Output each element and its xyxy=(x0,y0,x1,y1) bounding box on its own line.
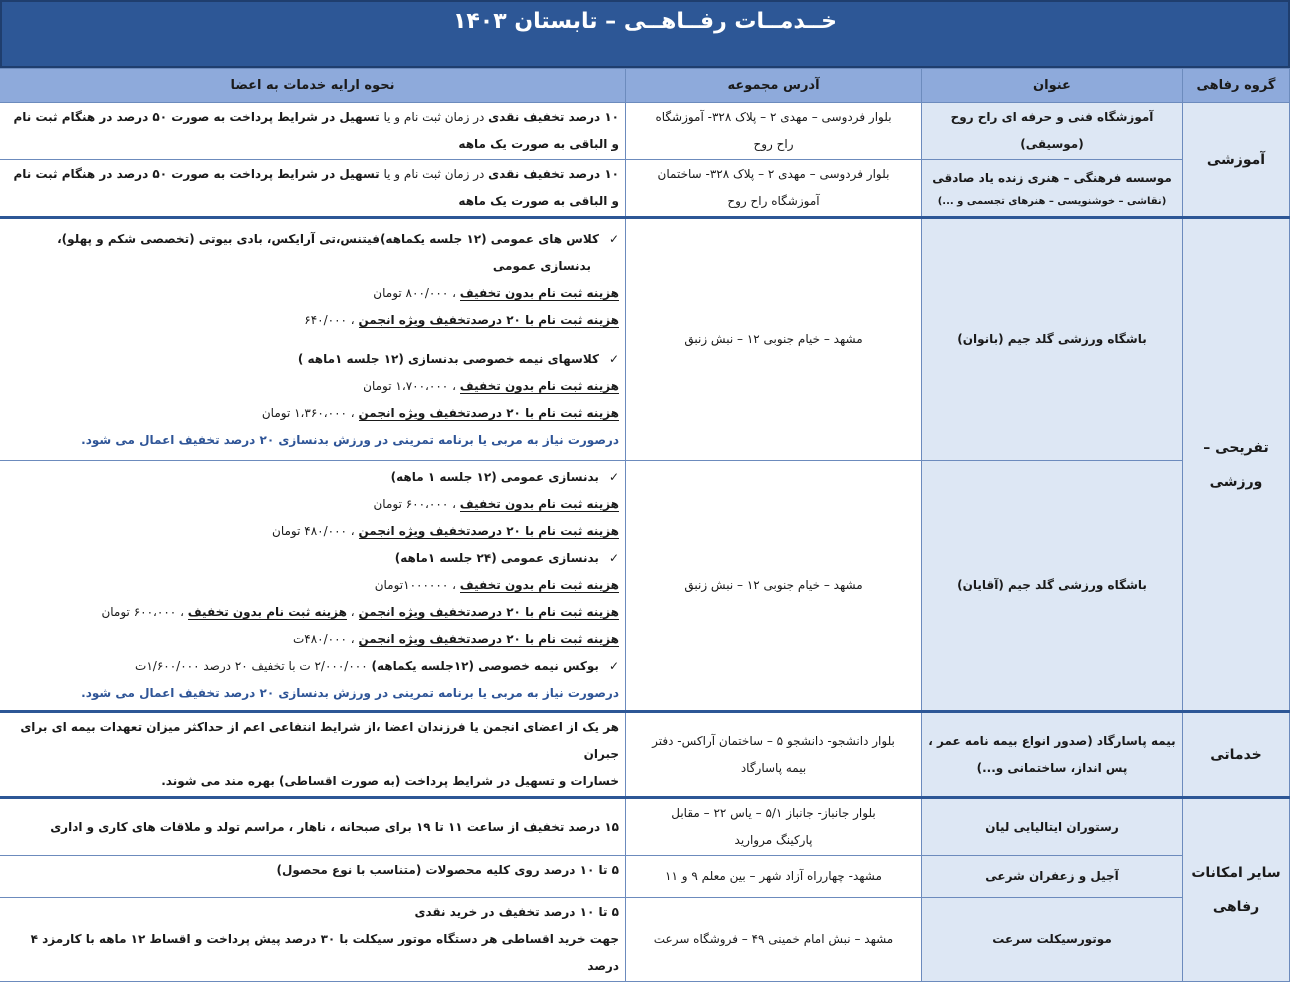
service-text: در زمان ثبت نام و یا xyxy=(379,110,489,124)
address-line: آموزشگاه راح روح xyxy=(727,194,820,208)
page-title: خــدمــات رفــاهــی – تابستان ۱۴۰۳ xyxy=(0,0,1290,68)
service-text: خسارات و تسهیل در شرایط پرداخت (به صورت اقساطی) بهره مند می شوند. xyxy=(161,774,619,788)
class-text: بدنسازی عمومی (۱۲ جلسه ۱ ماهه) xyxy=(390,470,599,484)
service-text: ۱۰ درصد تخفیف نقدی xyxy=(488,110,619,124)
group-service: خدماتی xyxy=(1183,712,1290,798)
row-title: آموزشگاه فنی و حرفه ای راح روح (موسیقی) xyxy=(922,103,1183,160)
table-row xyxy=(0,103,1290,160)
address-line: پارکینگ مرواريد xyxy=(734,833,813,847)
table-row xyxy=(0,218,1290,461)
row-title xyxy=(922,712,1183,798)
service-text: ۵ تا ۱۰ درصد تخفیف در خرید نقدی xyxy=(414,905,619,919)
row-title: رستوران ایتالیایی لیان xyxy=(922,798,1183,856)
table-row xyxy=(0,712,1290,798)
header-title: عنوان xyxy=(922,69,1183,103)
price-line: هزینه ثبت نام با ۲۰ درصدتخفیف ویژه انجمن ، ۶۴۰/۰۰۰ xyxy=(304,312,619,327)
check-icon: ✓ xyxy=(608,231,619,246)
price-line: هزینه ثبت نام بدون تخفیف ، ۱،۷۰۰،۰۰۰ تومان xyxy=(363,378,619,393)
note-text: درصورت نیاز به مربی یا برنامه تمرینی در ورزش بدنسازی ۲۰ درصد تخفیف اعمال می شود. xyxy=(81,686,619,700)
group-line: سایر امکانات xyxy=(1191,865,1281,881)
price-value: ۸۰۰/۰۰۰ تومان xyxy=(373,285,449,300)
row-address: مشهد – خیام جنوبی ۱۲ – نبش زنبق xyxy=(626,461,922,712)
services-table xyxy=(0,68,1290,982)
class-item xyxy=(6,545,619,572)
price-line: هزینه ثبت نام بدون تخفیف ، ۸۰۰/۰۰۰ تومان xyxy=(373,285,619,300)
title-line: موسسه فرهنگی – هنری زنده یاد صادقی xyxy=(932,170,1172,185)
address-line: بلوار فردوسی – مهدی ۲ – پلاک ۳۲۸- آموزشگاه xyxy=(655,110,892,124)
address-line: بیمه پاسارگاد xyxy=(740,760,807,775)
row-title: موتورسیکلت سرعت xyxy=(922,898,1183,982)
service-text: و الباقی به صورت یک ماهه xyxy=(458,137,619,151)
class-item xyxy=(6,346,619,373)
price-label: هزینه ثبت نام بدون تخفیف xyxy=(459,285,619,300)
group-line: تفریحی – xyxy=(1203,439,1269,456)
class-item xyxy=(6,226,619,253)
class-text: کلاس های عمومی (۱۲ جلسه یکماهه)فیتنس،تی آرایکس، بادی بیوتی (تخصصی شکم و پهلو)، xyxy=(57,231,599,246)
note-text: درصورت نیاز به مربی یا برنامه تمرینی در ورزش بدنسازی ۲۰ درصد تخفیف اعمال می شود. xyxy=(81,432,619,447)
address-line: بلوار دانشجو- دانشجو ۵ – ساختمان آراکس- دفتر xyxy=(652,733,895,748)
price-label: هزینه ثبت نام با ۲۰ درصدتخفیف ویژه انجمن xyxy=(358,405,619,420)
price-value: ۴۸۰/۰۰۰ تومان xyxy=(272,524,347,538)
price-value: ۶۴۰/۰۰۰ xyxy=(304,312,347,327)
price-label: هزینه ثبت نام با ۲۰ درصدتخفیف ویژه انجمن xyxy=(358,605,619,619)
class-text: بدنسازی عمومی xyxy=(492,258,591,273)
price-label: هزینه ثبت نام بدون تخفیف xyxy=(187,605,347,619)
price-line: هزینه ثبت نام بدون تخفیف ، ۱۰۰۰۰۰۰تومان xyxy=(374,578,619,592)
price-label: هزینه ثبت نام با ۲۰ درصدتخفیف ویژه انجمن xyxy=(358,312,619,327)
price-value: ۶۰۰،۰۰۰ تومان xyxy=(373,497,449,511)
price-label: هزینه ثبت نام بدون تخفیف xyxy=(459,378,619,393)
row-service xyxy=(0,103,626,160)
table-row xyxy=(0,798,1290,856)
price-line: هزینه ثبت نام با ۲۰ درصدتخفیف ویژه انجمن ، ۱،۳۶۰،۰۰۰ تومان xyxy=(261,405,619,420)
service-text: و الباقی به صورت یک ماهه xyxy=(458,194,619,208)
service-text: هر یک از اعضای انجمن یا فرزندان اعضا ،از شرایط انتفاعی اعم از حداکثر میزان تعهدات بیمه ای برای جبران xyxy=(20,720,619,761)
service-text: در زمان ثبت نام و یا xyxy=(379,167,489,181)
title-subline: (نقاشی – خوشنویسی – هنرهای تجسمی و ...) xyxy=(937,195,1167,207)
row-title xyxy=(922,160,1183,218)
price-value: ۲/۰۰۰/۰۰۰ ت با تخفیف ۲۰ درصد ۱/۶۰۰/۰۰۰ت xyxy=(135,659,372,673)
check-icon: ✓ xyxy=(608,470,619,484)
row-service xyxy=(0,461,626,712)
check-icon: ✓ xyxy=(608,351,619,366)
table-row xyxy=(0,160,1290,218)
row-service: ۱۵ درصد تخفیف از ساعت ۱۱ تا ۱۹ برای صبحانه ، ناهار ، مراسم تولد و ملاقات های کاری و اداری xyxy=(0,798,626,856)
price-line: هزینه ثبت نام با ۲۰ درصدتخفیف ویژه انجمن ، ۴۸۰/۰۰۰ت xyxy=(292,632,619,646)
row-title: باشگاه ورزشی گلد جیم (بانوان) xyxy=(922,218,1183,461)
service-text: ۱۰ درصد تخفیف نقدی xyxy=(488,167,619,181)
header-service: نحوه ارایه خدمات به اعضا xyxy=(0,69,626,103)
price-value: ۱،۷۰۰،۰۰۰ تومان xyxy=(363,378,449,393)
address-line: بلوار جانباز- جانباز ۵/۱ – یاس ۲۲ – مقابل xyxy=(671,806,876,820)
class-item xyxy=(6,653,619,680)
row-address xyxy=(626,103,922,160)
group-education: آموزشی xyxy=(1183,103,1290,218)
header-row xyxy=(0,69,1290,103)
row-title: آجیل و زعفران شرعی xyxy=(922,856,1183,898)
address-line: بلوار فردوسی – مهدی ۲ – پلاک ۳۲۸- ساختمان xyxy=(657,167,890,181)
service-text: جهت خرید اقساطی هر دستگاه موتور سیکلت با ۳۰ درصد پیش پرداخت و اقساط ۱۲ ماهه با کارمزد ۴ درصد xyxy=(30,932,619,973)
row-title: باشگاه ورزشی گلد جیم (آقایان) xyxy=(922,461,1183,712)
price-label: هزینه ثبت نام بدون تخفیف xyxy=(459,497,619,511)
class-text: بوکس نیمه خصوصی (۱۲جلسه یکماهه) xyxy=(371,659,599,673)
price-value: ۱۰۰۰۰۰۰تومان xyxy=(374,578,449,592)
class-item xyxy=(6,464,619,491)
service-text: تسهیل در شرایط پرداخت به صورت ۵۰ درصد در هنگام ثبت نام xyxy=(13,167,380,181)
service-text: تسهیل در شرایط پرداخت به صورت ۵۰ درصد در هنگام ثبت نام xyxy=(13,110,380,124)
header-address: آدرس مجموعه xyxy=(626,69,922,103)
row-address xyxy=(626,712,922,798)
class-text: بدنسازی عمومی (۲۴ جلسه ۱ماهه) xyxy=(394,551,599,565)
table-row xyxy=(0,461,1290,712)
group-line: ورزشی xyxy=(1209,473,1263,490)
table-row xyxy=(0,856,1290,898)
row-service: ۵ تا ۱۰ درصد روی کلیه محصولات (متناسب با نوع محصول) xyxy=(0,856,626,898)
row-address: مشهد – نبش امام خمینی ۴۹ – فروشگاه سرعت xyxy=(626,898,922,982)
price-line: هزینه ثبت نام با ۲۰ درصدتخفیف ویژه انجمن ، ۴۸۰/۰۰۰ تومان xyxy=(272,524,619,538)
title-line: بیمه پاسارگاد (صدور انواع بیمه نامه عمر ، xyxy=(928,733,1176,748)
class-text: کلاسهای نیمه خصوصی بدنسازی (۱۲ جلسه ۱ماهه ) xyxy=(297,351,599,366)
price-line: هزینه ثبت نام با ۲۰ درصدتخفیف ویژه انجمن ، هزینه ثبت نام بدون تخفیف ، ۶۰۰،۰۰۰ تومان xyxy=(101,605,619,619)
price-value: ۴۸۰/۰۰۰ت xyxy=(292,632,347,646)
price-value: ۱،۳۶۰،۰۰۰ تومان xyxy=(261,405,347,420)
row-service xyxy=(0,218,626,461)
row-address: مشهد- چهارراه آزاد شهر – بین معلم ۹ و ۱۱ xyxy=(626,856,922,898)
price-label: هزینه ثبت نام بدون تخفیف xyxy=(459,578,619,592)
price-label: هزینه ثبت نام با ۲۰ درصدتخفیف ویژه انجمن xyxy=(358,524,619,538)
header-group: گروه رفاهی xyxy=(1183,69,1290,103)
check-icon: ✓ xyxy=(608,551,619,565)
row-address xyxy=(626,160,922,218)
address-line: راح روح xyxy=(753,137,794,151)
row-service xyxy=(0,898,626,982)
row-address xyxy=(626,798,922,856)
title-line: پس انداز، ساختمانی و...) xyxy=(976,760,1128,775)
row-service xyxy=(0,712,626,798)
group-other xyxy=(1183,798,1290,982)
table-row xyxy=(0,898,1290,982)
price-line: هزینه ثبت نام بدون تخفیف ، ۶۰۰،۰۰۰ تومان xyxy=(373,497,619,511)
check-icon: ✓ xyxy=(608,659,619,673)
group-line: رفاهی xyxy=(1212,899,1260,915)
price-value: ۶۰۰،۰۰۰ تومان xyxy=(101,605,177,619)
group-sport xyxy=(1183,218,1290,712)
price-label: هزینه ثبت نام با ۲۰ درصدتخفیف ویژه انجمن xyxy=(358,632,619,646)
row-address: مشهد – خیام جنوبی ۱۲ – نبش زنبق xyxy=(626,218,922,461)
row-service xyxy=(0,160,626,218)
